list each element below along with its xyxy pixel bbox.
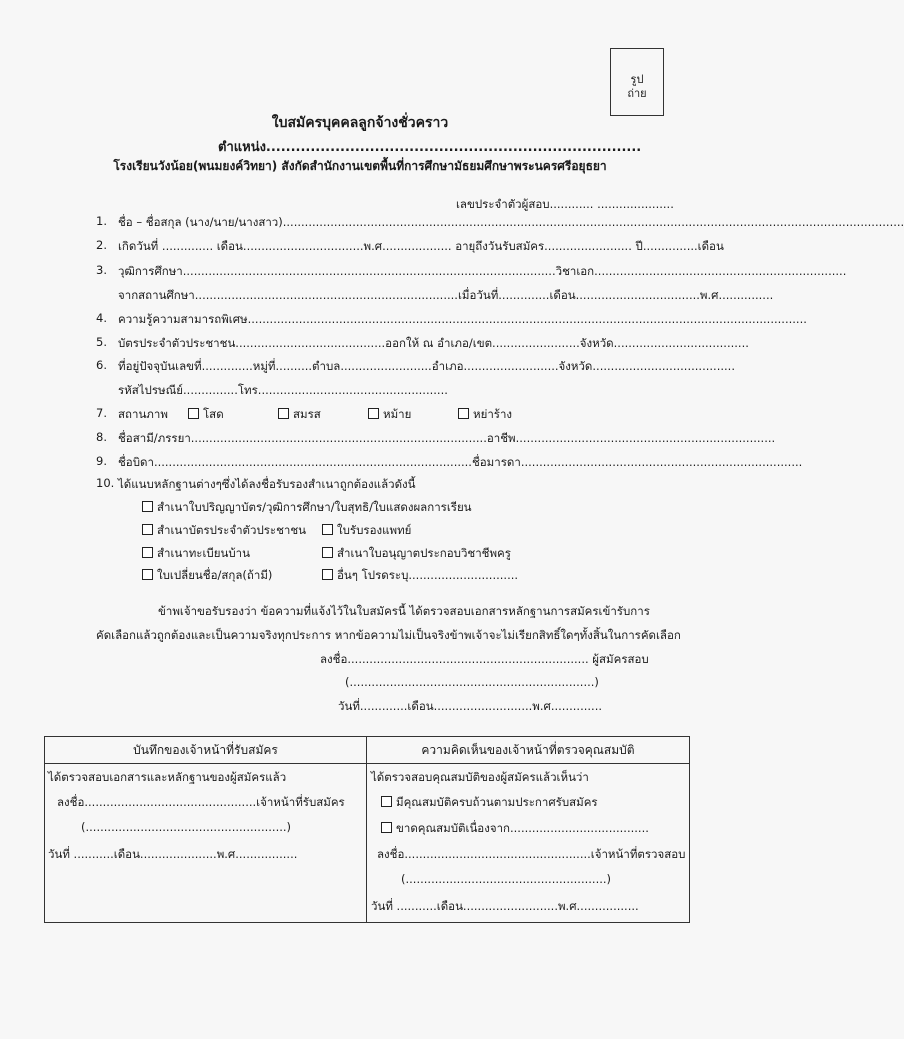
position-line: ตำแหน่ง............................................................................ [218,140,642,155]
field-parents: ชื่อบิดา.......................................................................................ชื่อมารดา............................................................................. [118,455,803,469]
field-id-card: บัตรประจำตัวประชาชน.........................................ออกให้ ณ อำเภอ/เขต........................จังหวัด..................................... [118,336,749,350]
checkbox-icon [381,796,392,807]
unqualified-option[interactable]: ขาดคุณสมบัติเนื่องจาก...................................... [381,820,649,838]
checkbox-icon [322,569,333,580]
attachment-other[interactable]: อื่นๆ โปรดระบุ.............................. [322,567,518,585]
qualification-officer-notes [367,764,689,922]
item-number: 8. [96,430,107,444]
marital-option-widowed[interactable]: หม้าย [368,406,411,424]
registration-officer-signature: ลงชื่อ...............................................เจ้าหน้าที่รับสมัคร [57,795,345,809]
field-special-skills: ความรู้ความสามารถพิเศษ......................................................................................................................................................... [118,312,807,326]
checkbox-icon [322,524,333,535]
marital-option-single[interactable]: โสด [188,406,224,424]
item-number: 7. [96,406,107,420]
item-number: 1. [96,214,107,228]
item-number: 2. [96,238,107,252]
attachment-house-registration[interactable]: สำเนาทะเบียนบ้าน [142,545,250,563]
photo-box [610,48,664,116]
marital-option-divorced[interactable]: หย่าร้าง [458,406,512,424]
attachments-heading: ได้แนบหลักฐานต่างๆซึ่งได้ลงชื่อรับรองสำเนาถูกต้องแล้วดังนี้ [118,477,416,491]
officer-table [44,736,690,923]
declaration-line-2: คัดเลือกแล้วถูกต้องและเป็นความจริงทุกประการ หากข้อความไม่เป็นจริงข้าพเจ้าจะไม่เรียกสิทธิ์ใดๆทั้งสิ้นในการคัดเลือก [96,628,681,642]
checkbox-icon [188,408,199,419]
qualified-option[interactable]: มีคุณสมบัติครบถ้วนตามประกาศรับสมัคร [381,794,598,812]
item-number: 6. [96,358,107,372]
qualification-checked-text: ได้ตรวจสอบคุณสมบัติของผู้สมัครแล้วเห็นว่า [371,770,589,784]
checkbox-icon [322,547,333,558]
field-education: วุฒิการศึกษา......................................................................................................วิชาเอก..................................................................... [118,264,847,278]
checkbox-icon [278,408,289,419]
checkbox-icon [142,501,153,512]
field-spouse: ชื่อสามี/ภรรยา.................................................................................อาชีพ....................................................................... [118,431,776,445]
checkbox-icon [142,524,153,535]
checkbox-icon [368,408,379,419]
attachment-name-change[interactable]: ใบเปลี่ยนชื่อ/สกุล(ถ้ามี) [142,567,272,585]
registration-officer-header: บันทึกของเจ้าหน้าที่รับสมัคร [45,737,367,764]
docs-checked-text: ได้ตรวจสอบเอกสารและหลักฐานของผู้สมัครแล้ว [48,770,287,784]
checkbox-icon [381,822,392,833]
marital-option-married[interactable]: สมรส [278,406,321,424]
item-number: 3. [96,263,107,277]
photo-label-1: รูป [630,73,644,86]
qualification-officer-date: วันที่ ...........เดือน..........................พ.ศ................. [371,899,639,913]
field-address: ที่อยู่ปัจจุบันเลขที่..............หมู่ที่..........ตำบล.........................อำเภอ..........................จังหวัด....................................... [118,359,735,373]
field-institution: จากสถานศึกษา........................................................................เมื่อวันที่..............เดือน..................................พ.ศ............... [118,288,774,302]
applicant-printed-name: (...................................................................) [345,675,599,689]
applicant-signature: ลงชื่อ.................................................................. ผู้สมัครสอบ [320,652,649,666]
item-number: 5. [96,335,107,349]
checkbox-icon [142,547,153,558]
attachment-degree[interactable]: สำเนาใบปริญญาบัตร/วุฒิการศึกษา/ใบสุทธิ/ใบแสดงผลการเรียน [142,499,472,517]
registration-officer-notes [45,764,366,922]
registration-officer-name: (.......................................................) [81,820,292,834]
item-number: 4. [96,311,107,325]
declaration-line-1: ข้าพเจ้าขอรับรองว่า ข้อความที่แจ้งไว้ในใบสมัครนี้ ได้ตรวจสอบเอกสารหลักฐานการสมัครเข้ารับการ [158,604,650,618]
marital-status-label: สถานภาพ [118,407,168,421]
attachment-medical-cert[interactable]: ใบรับรองแพทย์ [322,522,411,540]
field-birthdate: เกิดวันที่ .............. เดือน.................................พ.ศ................... อายุถึงวันรับสมัคร........................ ปี...............เดือน [118,239,724,253]
registration-officer-date: วันที่ ...........เดือน.....................พ.ศ................. [48,847,298,861]
item-number: 9. [96,454,107,468]
qualification-officer-signature: ลงชื่อ...................................................เจ้าหน้าที่ตรวจสอบ [377,847,686,861]
item-number: 10. [96,476,115,490]
qualification-officer-header: ความคิดเห็นของเจ้าหน้าที่ตรวจคุณสมบัติ [367,737,690,764]
field-postcode-phone: รหัสไปรษณีย์...............โทร.................................................... [118,383,448,397]
school-line: โรงเรียนวังน้อย(พนมยงค์วิทยา) สังกัดสำนักงานเขตพื้นที่การศึกษามัธยมศึกษาพระนครศรีอยุธยา [113,159,607,173]
applicant-number: เลขประจำตัวผู้สอบ............ ..................... [456,197,674,211]
attachment-id-card[interactable]: สำเนาบัตรประจำตัวประชาชน [142,522,306,540]
checkbox-icon [458,408,469,419]
qualification-officer-name: (.......................................................) [401,872,612,886]
attachment-teaching-license[interactable]: สำเนาใบอนุญาตประกอบวิชาชีพครู [322,545,511,563]
form-title: ใบสมัครบุคคลลูกจ้างชั่วคราว [271,115,449,131]
field-name: ชื่อ – ชื่อสกุล (นาง/นาย/นางสาว).......................................................................................................................................................................... [118,215,904,229]
photo-label-2: ถ่าย [627,87,647,100]
applicant-date: วันที่.............เดือน...........................พ.ศ.............. [338,699,603,713]
checkbox-icon [142,569,153,580]
